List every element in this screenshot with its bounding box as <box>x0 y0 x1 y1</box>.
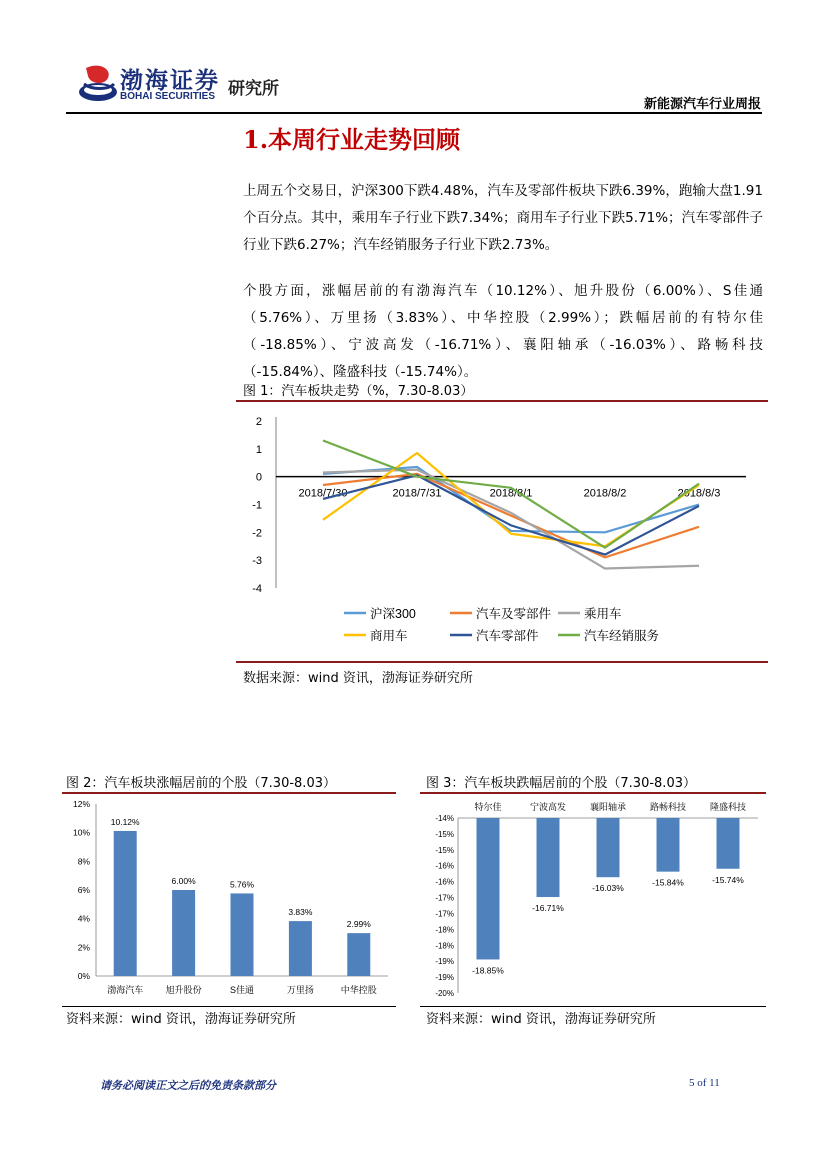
y-tick-label: 4% <box>77 913 90 924</box>
y-tick-label: -14% <box>435 814 454 823</box>
fig3-bottom-rule <box>420 1006 766 1007</box>
legend-label: 汽车零部件 <box>476 629 539 643</box>
y-tick-label: -4 <box>252 583 262 595</box>
y-tick-label: -15% <box>435 845 454 855</box>
fig3-caption: 图 3：汽车板块跌幅居前的个股（7.30-8.03） <box>426 776 696 791</box>
fig2-source: 资料来源：wind 资讯，渤海证券研究所 <box>66 1012 296 1027</box>
x-tick-label: 2018/7/31 <box>392 487 442 500</box>
top-gainers-bar-chart <box>62 796 396 1004</box>
x-tick-label: 路畅科技 <box>649 802 687 812</box>
fig2-caption: 图 2：汽车板块涨幅居前的个股（7.30-8.03） <box>66 776 336 791</box>
x-tick-label: 旭升股份 <box>165 985 202 995</box>
bar <box>347 933 370 976</box>
legend-label: 沪深300 <box>370 607 416 621</box>
bar-value-label: -18.85% <box>472 965 504 976</box>
page-number: 5 of 11 <box>689 1077 720 1089</box>
y-tick-label: -16% <box>435 877 454 887</box>
y-tick-label: 0% <box>77 971 90 981</box>
x-tick-label: 宁波高发 <box>529 802 567 812</box>
x-tick-label: 2018/7/30 <box>298 487 348 500</box>
x-tick-label: 襄阳轴承 <box>589 802 627 812</box>
y-tick-label: 0 <box>255 471 262 484</box>
fig1-top-rule <box>236 400 768 402</box>
y-tick-label: -17% <box>435 893 454 903</box>
brand-institute: 研究所 <box>228 79 279 99</box>
x-tick-label: 2018/8/2 <box>583 487 627 500</box>
bar <box>172 890 195 976</box>
bar-value-label: 6.00% <box>171 876 196 886</box>
bar <box>537 818 560 897</box>
bar-value-label: -15.84% <box>652 877 684 888</box>
fig3-source: 资料来源：wind 资讯，渤海证券研究所 <box>426 1012 656 1027</box>
bar <box>289 921 312 976</box>
report-type: 新能源汽车行业周报 <box>643 97 761 112</box>
y-tick-label: 8% <box>77 856 90 867</box>
y-tick-label: 2% <box>77 942 90 953</box>
bar <box>114 831 137 976</box>
x-tick-label: 渤海汽车 <box>107 985 144 995</box>
y-tick-label: 12% <box>72 799 90 809</box>
series-line <box>323 474 699 557</box>
fig1-caption: 图 1：汽车板块走势（%，7.30-8.03） <box>243 384 474 399</box>
bar <box>657 818 680 872</box>
legend-label: 商用车 <box>370 629 408 643</box>
fig2-top-rule <box>62 792 396 794</box>
x-tick-label: S佳通 <box>229 985 255 995</box>
bar <box>597 818 620 877</box>
y-tick-label: 10% <box>72 827 90 838</box>
y-tick-label: -16% <box>435 861 454 871</box>
stock-movers-paragraph: 个股方面，涨幅居前的有渤海汽车（10.12%）、旭升股份（6.00%）、S佳通（5.76%）、万里扬（3.83%）、中华控股（2.99%）；跌幅居前的有特尔佳（-18.85%）、宁波高发（-16.71%）、襄阳轴承（-16.03%）、路畅科技（-15.84%）、隆盛科技（-15.74%）。 <box>243 283 763 380</box>
legend-label: 汽车经销服务 <box>584 629 660 643</box>
x-tick-label: 隆盛科技 <box>709 802 747 812</box>
bar-value-label: 3.83% <box>288 907 313 918</box>
y-tick-label: -19% <box>435 957 454 967</box>
bar <box>231 893 254 976</box>
y-tick-label: -15% <box>435 829 454 839</box>
footer-disclaimer: 请务必阅读正文之后的免责条款部分 <box>100 1079 276 1092</box>
y-tick-label: -20% <box>435 989 454 998</box>
x-tick-label: 2018/8/3 <box>677 487 721 500</box>
sector-trend-line-chart <box>236 404 768 660</box>
y-tick-label: -17% <box>435 909 454 919</box>
y-tick-label: -1 <box>252 499 262 512</box>
bar-value-label: -16.03% <box>592 883 624 894</box>
y-tick-label: 6% <box>77 885 90 895</box>
y-tick-label: -18% <box>435 925 454 935</box>
bar-value-label: 5.76% <box>229 879 255 890</box>
fig3-top-rule <box>420 792 766 794</box>
y-tick-label: -2 <box>252 527 262 540</box>
top-losers-bar-chart <box>420 796 766 1004</box>
fig1-source: 数据来源：wind 资讯，渤海证券研究所 <box>243 671 473 686</box>
fig2-bottom-rule <box>62 1006 396 1007</box>
legend-label: 乘用车 <box>584 607 622 621</box>
bar-value-label: -15.74% <box>712 874 744 885</box>
y-tick-label: -19% <box>435 973 454 983</box>
legend-label: 汽车及零部件 <box>476 607 552 621</box>
y-tick-label: 1 <box>255 443 262 456</box>
market-summary-paragraph: 上周五个交易日，沪深300下跌4.48%，汽车及零部件板块下跌6.39%，跑输大盘1.91个百分点。其中，乘用车子行业下跌7.34%；商用车子行业下跌5.71%；汽车零部件子行业下跌6.27%；汽车经销服务子行业下跌2.73%。 <box>243 183 763 253</box>
x-tick-label: 2018/8/1 <box>489 487 533 500</box>
bohai-logo-icon <box>78 62 118 106</box>
x-tick-label: 万里扬 <box>286 985 314 995</box>
x-tick-label: 特尔佳 <box>474 802 502 812</box>
bar-value-label: -16.71% <box>532 903 564 914</box>
x-tick-label: 中华控股 <box>340 985 377 995</box>
fig1-bottom-rule <box>236 661 768 663</box>
bar-value-label: 2.99% <box>346 919 371 930</box>
bar <box>717 818 740 869</box>
section-title: 1.本周行业走势回顾 <box>243 125 461 154</box>
bar <box>477 818 500 959</box>
y-tick-label: -3 <box>252 555 262 568</box>
header-divider <box>66 112 762 114</box>
y-tick-label: -18% <box>435 941 454 951</box>
brand-name-cn: 渤海证券 <box>120 67 220 94</box>
bar-value-label: 10.12% <box>110 816 140 827</box>
y-tick-label: 2 <box>255 416 262 428</box>
brand-name-en: BOHAI SECURITIES <box>120 91 216 102</box>
